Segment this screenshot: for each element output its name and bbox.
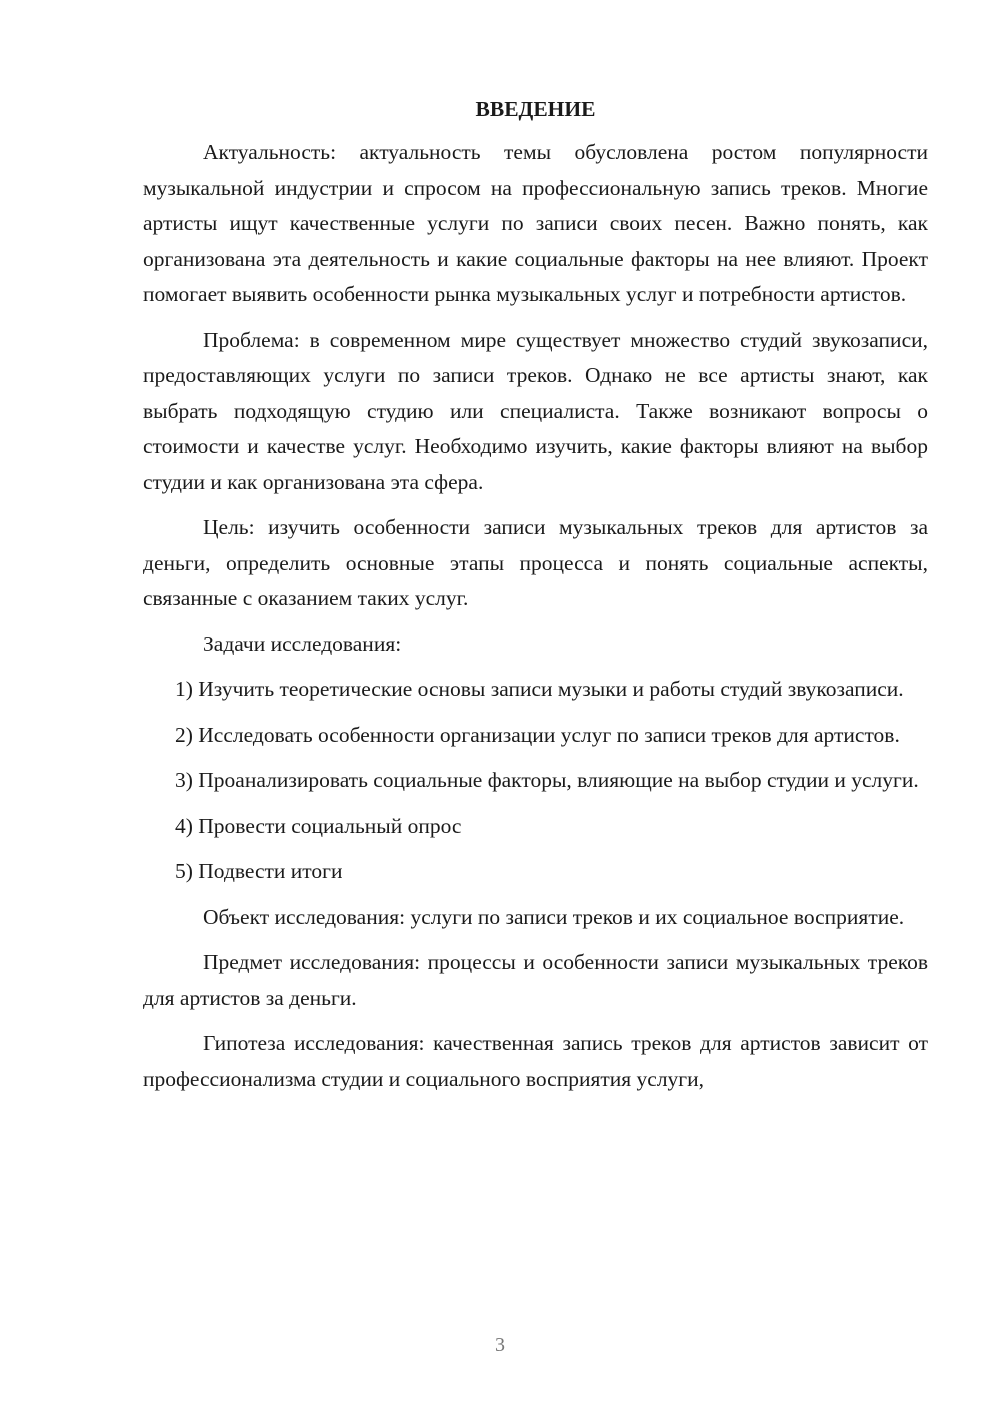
paragraph-hypothesis: Гипотеза исследования: качественная запись треков для артистов зависит от профессионализма студии и социального восприятия услуги,	[143, 1031, 928, 1091]
task-item-5: 5) Подвести итоги	[175, 859, 343, 883]
paragraph-relevance: Актуальность: актуальность темы обусловлена ростом популярности музыкальной индустрии и спросом на профессиональную запись треков. Многие артисты ищут качественные услуги по записи своих песен. Важно понять, как организована эта деятельность и какие социальные факторы на нее влияют. Проект помогает выявить особенности рынка музыкальных услуг и потребности артистов.	[143, 140, 928, 306]
paragraph-object: Объект исследования: услуги по записи треков и их социальное восприятие.	[203, 904, 905, 929]
paragraph-tasks-heading: Задачи исследования:	[203, 631, 402, 656]
page-content	[143, 92, 928, 1107]
task-item-2: 2) Исследовать особенности организации услуг по записи треков для артистов.	[175, 722, 900, 747]
paragraph-subject: Предмет исследования: процессы и особенности записи музыкальных треков для артистов за деньги.	[143, 950, 928, 1010]
paragraph-goal: Цель: изучить особенности записи музыкальных треков для артистов за деньги, определить основные этапы процесса и понять социальные аспекты, связанные с оказанием таких услуг.	[143, 515, 928, 610]
task-item-4: 4) Провести социальный опрос	[175, 813, 462, 838]
page-number: 3	[495, 1334, 505, 1356]
paragraph-problem: Проблема: в современном мире существует множество студий звукозаписи, предоставляющих услуги по записи треков. Однако не все артисты знают, как выбрать подходящую студию или специалиста. Также возникают вопросы о стоимости и качестве услуг. Необходимо изучить, какие факторы влияют на выбор студии и как организована эта сфера.	[143, 327, 928, 494]
task-item-3: 3) Проанализировать социальные факторы, влияющие на выбор студии и услуги.	[175, 768, 919, 792]
section-title: ВВЕДЕНИЕ	[475, 97, 596, 121]
task-item-1: 1) Изучить теоретические основы записи музыки и работы студий звукозаписи.	[175, 677, 904, 701]
